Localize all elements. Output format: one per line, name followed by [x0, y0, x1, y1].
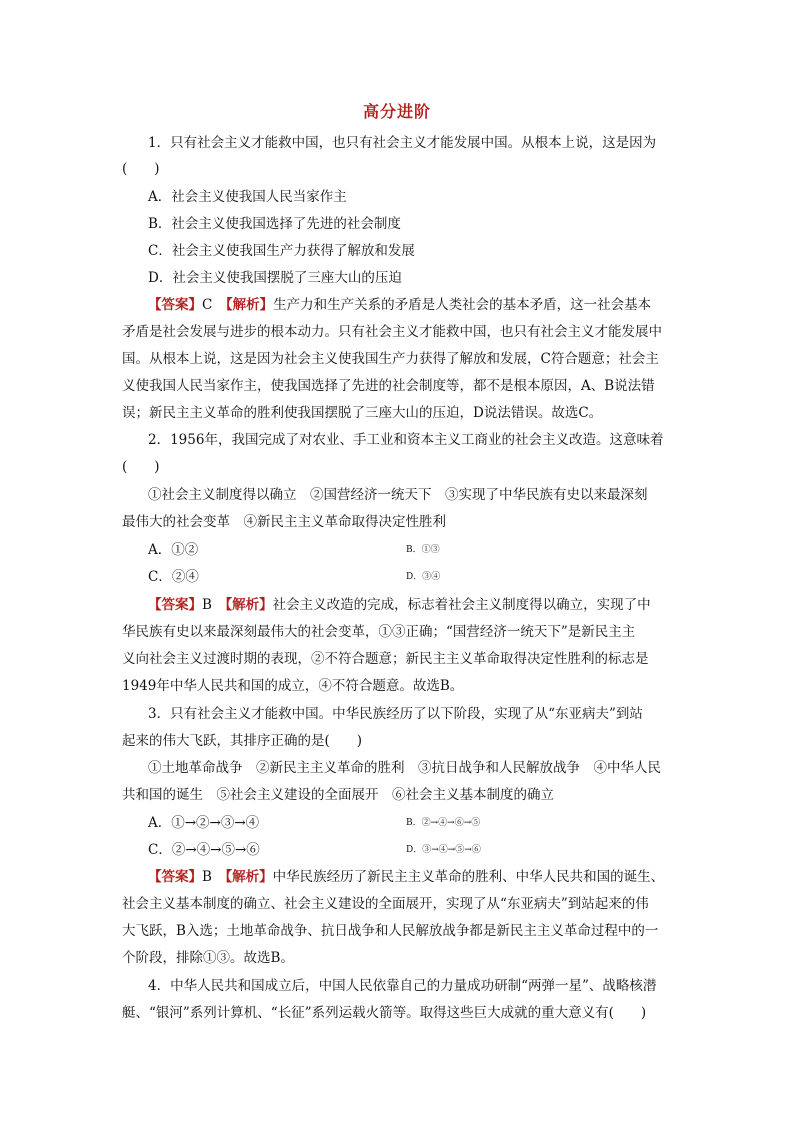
q2-analysis-line-3: 义向社会主义过渡时期的表现，②不符合题意；新民主主义革命取得决定性胜利的标志是 [122, 651, 649, 667]
answer-value: C [202, 297, 226, 313]
q1-option-b: B．社会主义使我国选择了先进的社会制度 [148, 216, 401, 232]
q2-option-c: C．②④ [148, 569, 199, 585]
analysis-tag: 【解析】 [225, 869, 273, 885]
q2-analysis-line-4: 1949年中华人民共和国的成立，④不符合题意。故选B。 [122, 678, 464, 694]
analysis-text: 社会主义改造的完成，标志着社会主义制度得以确立，实现了中 [272, 597, 651, 613]
q1-option-a: A．社会主义使我国人民当家作主 [148, 189, 347, 205]
q2-analysis-line-2: 华民族有史以来最深刻最伟大的社会变革，①③正确；“国营经济一统天下”是新民主主 [122, 624, 636, 640]
q4-stem-line-2: 艇、“银河”系列计算机、“长征”系列运载火箭等。取得这些巨大成就的重大意义有( ) [122, 1005, 647, 1021]
q1-analysis-line-4: 义使我国人民当家作主，使我国选择了先进的社会制度等，都不是根本原因，A、B说法错 [122, 378, 655, 394]
analysis-tag: 【解析】 [225, 297, 274, 313]
analysis-tag: 【解析】 [225, 597, 273, 613]
q3-option-d: D．③→④→⑤→⑥ [406, 845, 481, 855]
q1-stem-line-1: 1．只有社会主义才能救中国，也只有社会主义才能发展中国。从根本上说，这是因为 [148, 135, 657, 151]
q3-analysis-line-3: 大飞跃，B入选；土地革命战争、抗日战争和人民解放战争都是新民主主义革命过程中的一 [122, 923, 659, 939]
q3-items-line-2: 共和国的诞生 ⑤社会主义建设的全面展开 ⑥社会主义基本制度的确立 [122, 787, 554, 803]
answer-tag: 【答案】 [148, 597, 202, 613]
q2-option-d: D．③④ [406, 572, 441, 582]
q3-items-line-1: ①土地革命战争 ②新民主主义革命的胜利 ③抗日战争和人民解放战争 ④中华人民 [148, 760, 661, 776]
q3-stem-line-1: 3．只有社会主义才能救中国。中华民族经历了以下阶段，实现了从“东亚病夫”到站 [148, 706, 643, 722]
q3-answer-line [148, 867, 678, 887]
q2-answer-line [148, 595, 678, 615]
q1-answer-blank: ( ) [122, 161, 160, 177]
q2-option-a: A．①② [148, 542, 199, 558]
q3-option-c: C．②→④→⑤→⑥ [148, 842, 260, 858]
q3-analysis-line-4: 个阶段，排除①③。故选B。 [122, 950, 294, 966]
q2-option-b: B．①③ [406, 545, 440, 555]
answer-tag: 【答案】 [148, 869, 202, 885]
q1-analysis-line-5: 误；新民主主义革命的胜利使我国摆脱了三座大山的压迫，D说法错误。故选C。 [122, 405, 603, 421]
q2-answer-blank: ( ) [122, 459, 160, 475]
q2-items-line-1: ①社会主义制度得以确立 ②国营经济一统天下 ③实现了中华民族有史以来最深刻 [148, 487, 648, 503]
answer-value: B [202, 869, 226, 885]
analysis-text: 中华民族经历了新民主主义革命的胜利、中华人民共和国的诞生、 [272, 869, 665, 885]
q3-analysis-line-2: 社会主义基本制度的确立、社会主义建设的全面展开，实现了从“东亚病夫”到站起来的伟 [122, 896, 649, 912]
q1-answer-line [148, 295, 678, 315]
analysis-text: 生产力和生产关系的矛盾是人类社会的基本矛盾，这一社会基本 [273, 297, 652, 313]
page-title: 高分进阶 [362, 102, 431, 121]
q1-analysis-line-2: 矛盾是社会发展与进步的根本动力。只有社会主义才能救中国，也只有社会主义才能发展中 [122, 324, 662, 340]
q1-option-d: D．社会主义使我国摆脱了三座大山的压迫 [148, 270, 402, 286]
q4-stem-line-1: 4．中华人民共和国成立后，中国人民依靠自己的力量成功研制“两弹一星”、战略核潜 [148, 978, 657, 994]
q2-items-line-2: 最伟大的社会变革 ④新民主主义革命取得决定性胜利 [122, 514, 446, 530]
q3-option-b: B．②→④→⑥→⑤ [406, 818, 481, 828]
q1-analysis-line-3: 国。从根本上说，这是因为社会主义使我国生产力获得了解放和发展，C符合题意；社会主 [122, 351, 659, 367]
q3-option-a: A．①→②→③→④ [148, 815, 260, 831]
q1-option-c: C．社会主义使我国生产力获得了解放和发展 [148, 243, 415, 259]
q2-stem-line-1: 2．1956年，我国完成了对农业、手工业和资本主义工商业的社会主义改造。这意味着 [148, 432, 664, 448]
q3-stem-line-2: 起来的伟大飞跃，其排序正确的是( ) [122, 733, 363, 749]
answer-tag: 【答案】 [148, 297, 202, 313]
answer-value: B [202, 597, 226, 613]
